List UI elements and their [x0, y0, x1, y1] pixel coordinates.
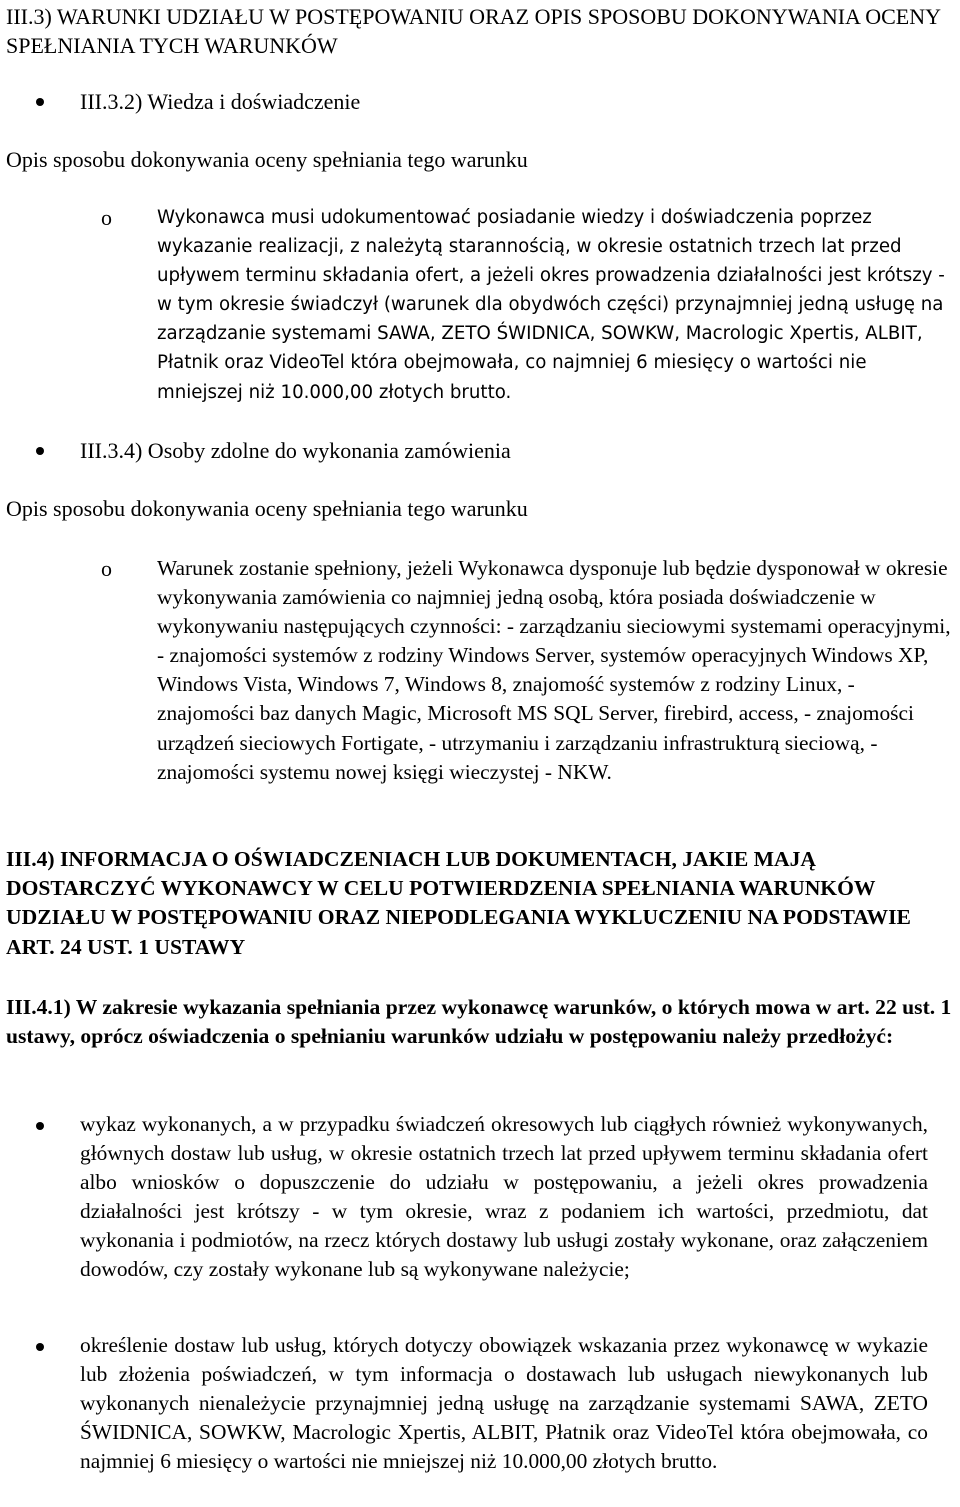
- item-description: Wykonawca musi udokumentować posiadanie wiedzy i doświadczenia poprzez wykazanie realizacji, z należytą starannością, w okresie ostatnich trzech lat przed upływem terminu składania ofert, a jeżeli okres prowadzenia działalności jest krótszy - w tym okresie świadczył (warunek dla obydwóch części) przynajmniej jedną usługę na zarządzanie systemami SAWA, ZETO ŚWIDNICA, SOWKW, Macrologic Xpertis, ALBIT, Płatnik oraz VideoTel która obejmowała, co najmniej 6 miesięcy o wartości nie mniejszej niż 10.000,00 złotych brutto.: [157, 207, 945, 403]
- circle-marker: o: [101, 205, 112, 230]
- item-subtitle: Opis sposobu dokonywania oceny spełniania tego warunku: [6, 147, 528, 172]
- item-title: III.3.4) Osoby zdolne do wykonania zamówienia: [80, 438, 511, 463]
- section2-heading: III.4) INFORMACJA O OŚWIADCZENIACH LUB DOKUMENTACH, JAKIE MAJĄ DOSTARCZYĆ WYKONAWCY W CELU POTWIERDZENIA SPEŁNIANIA WARUNKÓW UDZIAŁU W POSTĘPOWANIU ORAZ NIEPODLEGANIA WYKLUCZENIU NA PODSTAWIE ART. 24 UST. 1 USTAWY: [6, 847, 911, 959]
- item-title: III.3.2) Wiedza i doświadczenie: [80, 89, 361, 114]
- circle-marker: o: [101, 556, 112, 581]
- bullet-marker: [36, 1343, 44, 1351]
- requirement-item: wykaz wykonanych, a w przypadku świadczeń okresowych lub ciągłych również wykonywanych, głównych dostaw lub usług, w okresie ostatnich trzech lat przed upływem terminu składania ofert albo wniosków o dopuszczenie do udziału w postępowaniu, a jeżeli okres prowadzenia działalności jest krótszy - w tym okresie, wraz z podaniem ich wartości, przedmiotu, dat wykonania i podmiotów, na rzecz których dostawy lub usługi zostały wykonane, oraz załączeniem dowodów, czy zostały wykonane lub są wykonywane należycie;: [80, 1112, 928, 1282]
- bullet-marker: [36, 1122, 44, 1130]
- bullet-marker: [36, 98, 44, 106]
- section-heading-text: III.3) WARUNKI UDZIAŁU W POSTĘPOWANIU ORAZ OPIS SPOSOBU DOKONYWANIA OCENY SPEŁNIANIA TYCH WARUNKÓW: [6, 4, 941, 58]
- item-description: Warunek zostanie spełniony, jeżeli Wykonawca dysponuje lub będzie dysponował w okresie wykonywania zamówienia co najmniej jedną osobą, która posiada doświadczenie w wykonywaniu następujących czynności: - zarządzaniu sieciowymi systemami operacyjnymi, - znajomości systemów z rodziny Windows Server, systemów operacyjnych Windows XP, Windows Vista, Windows 7, Windows 8, znajomość systemów z rodziny Linux, - znajomości baz danych Magic, Microsoft MS SQL Server, firebird, access, - znajomości urządzeń sieciowych Fortigate, - utrzymaniu i zarządzaniu infrastrukturą sieciową, - znajomości systemu nowej księgi wieczystej - NKW.: [157, 556, 951, 784]
- subsection-heading: III.4.1) W zakresie wykazania spełniania przez wykonawcę warunków, o których mowa w art. 22 ust. 1 ustawy, oprócz oświadczenia o spełnianiu warunków udziału w postępowaniu należy przedłożyć:: [6, 995, 952, 1048]
- section-heading: [6, 2, 956, 60]
- item-subtitle: Opis sposobu dokonywania oceny spełniania tego warunku: [6, 496, 528, 521]
- requirement-item: określenie dostaw lub usług, których dotyczy obowiązek wskazania przez wykonawcę w wykazie lub złożenia poświadczeń, w tym informacja o dostawach lub usługach niewykonanych lub wykonanych nienależycie przynajmniej jedną usługę na zarządzanie systemami SAWA, ZETO ŚWIDNICA, SOWKW, Macrologic Xpertis, ALBIT, Płatnik oraz VideoTel która obejmowała, co najmniej 6 miesięcy o wartości nie mniejszej niż 10.000,00 złotych brutto.: [80, 1333, 928, 1474]
- bullet-marker: [36, 447, 44, 455]
